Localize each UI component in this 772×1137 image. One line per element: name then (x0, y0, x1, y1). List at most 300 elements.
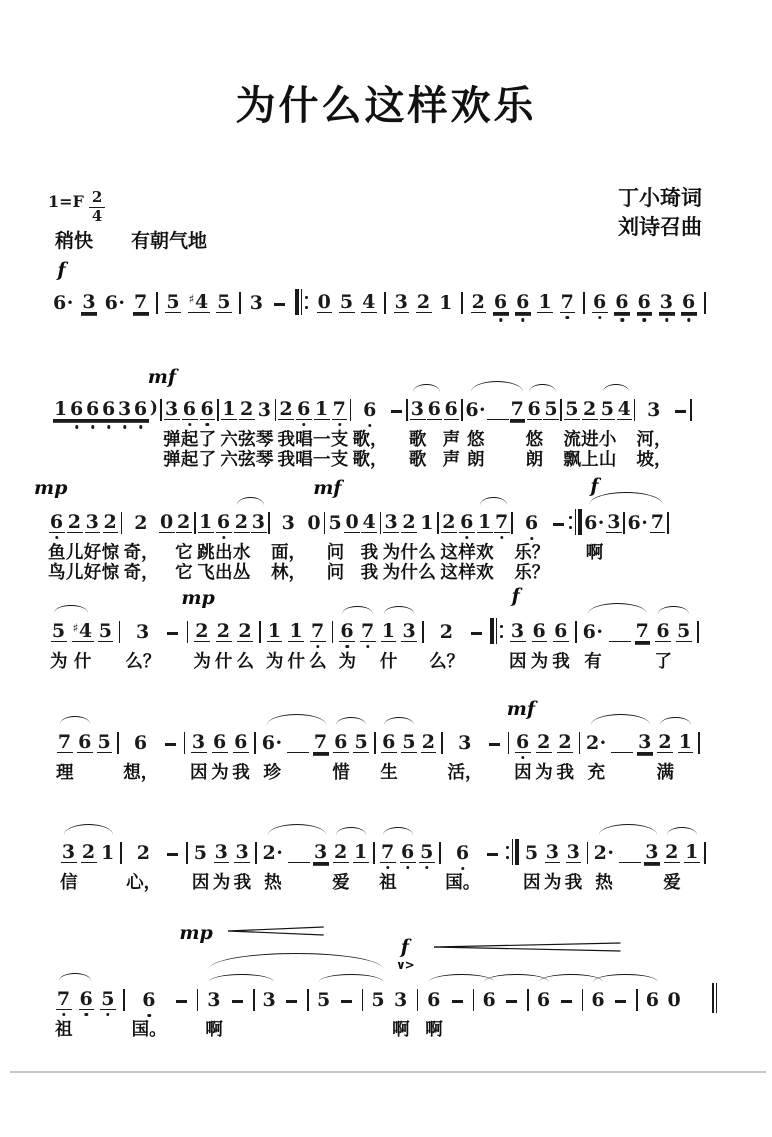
lyric-stack (588, 762, 606, 782)
bar-cell (507, 729, 511, 782)
note-token: 1 (314, 398, 329, 420)
note-token: 5 (524, 842, 539, 864)
symbol-cell (449, 986, 466, 1039)
lyric-syllable: 热 (264, 872, 282, 892)
lyric-stack (443, 429, 461, 469)
note-token: 6 (382, 731, 396, 753)
lyric-syllable: 为 (535, 762, 553, 782)
lyric-syllable: 因 (189, 762, 208, 782)
note-cell (133, 289, 149, 313)
lyric-syllable: 小 (598, 429, 617, 449)
note-cell (66, 509, 84, 582)
lyric-syllable: 好 (83, 562, 102, 582)
bar-line (437, 512, 439, 534)
lyric-stack (584, 651, 602, 671)
lyric-syllable: 奇， (123, 542, 159, 562)
bar-cell (421, 618, 425, 671)
note-cell (216, 289, 232, 313)
lyric-stack (124, 542, 159, 582)
lyric-syllable: 为 (193, 651, 211, 671)
lyric-stack (278, 429, 296, 469)
lyric-syllable: 么 (236, 651, 254, 671)
slur-arc (60, 716, 90, 724)
duration-dash (471, 632, 482, 635)
note-cell (635, 618, 651, 671)
duration-dash (167, 853, 178, 856)
note-cell (220, 396, 238, 469)
symbol-cell (287, 729, 309, 782)
lyric-syllable: 这 (440, 562, 458, 582)
note-cell (666, 986, 682, 1039)
bar-line (275, 399, 277, 421)
beam-extension (619, 843, 641, 863)
duration-dash (274, 303, 285, 306)
note-token: 6 (79, 988, 94, 1010)
note-token: 0 (160, 511, 174, 533)
bar-cell (586, 839, 590, 892)
lyric-stack (531, 651, 549, 671)
lyric-syllable: 歌， (352, 429, 388, 449)
note-cell (556, 729, 574, 782)
bar-cell (238, 289, 242, 313)
bar-cell (258, 618, 262, 671)
bar-line (121, 512, 123, 534)
lyric-stack (383, 542, 401, 582)
bar-cell (689, 396, 693, 469)
note-cell (313, 396, 331, 469)
crescendo-hairpin (434, 942, 621, 952)
beam-extension (611, 733, 633, 753)
bar-line (623, 512, 625, 534)
note-token: 3 (249, 292, 264, 314)
note-cell (98, 618, 114, 671)
slur-arc (599, 824, 657, 835)
bar-cell (460, 289, 464, 313)
bar-cell (294, 289, 310, 313)
note-token: ♯4 (188, 291, 209, 313)
note-token: 6 (427, 398, 442, 420)
bar-cell (574, 618, 578, 671)
lyric-stack (313, 429, 331, 469)
lyric-syllable: 歌， (352, 449, 388, 469)
slur-arc (342, 606, 373, 614)
note-token: 6 (554, 620, 568, 642)
note-token: 3 (214, 841, 229, 863)
lyric-syllable: 悠 (466, 429, 485, 449)
note-token: 6 (401, 841, 415, 863)
repeat-dots (500, 625, 503, 638)
note-cell (69, 396, 85, 469)
note-cell (421, 729, 437, 782)
note-cell (681, 289, 697, 313)
bar-cell (155, 289, 159, 313)
lyric-syllable: 我 (564, 872, 583, 892)
lyric-syllable: 支 (330, 429, 349, 449)
lyric-stack (238, 429, 256, 469)
bar-line (160, 399, 162, 421)
lyric-syllable: 流 (563, 429, 581, 449)
music-system (56, 698, 701, 782)
note-cell (440, 509, 458, 582)
note-cell (531, 618, 549, 671)
symbol-cell (688, 986, 705, 1039)
symbol-cell (503, 986, 520, 1039)
lyric-syllable: 国。 (131, 1019, 167, 1039)
lyric-stack (526, 429, 544, 469)
note-cell (97, 729, 113, 782)
duration-dash (675, 410, 686, 413)
duration-dash (341, 1000, 352, 1003)
lyric-stack (48, 542, 66, 582)
note-cell (123, 729, 158, 782)
note-cell (84, 509, 102, 582)
lyric-syllable: 乐？ (514, 562, 550, 582)
note-cell (443, 396, 461, 469)
note-cell (676, 618, 692, 671)
note-token: 1 (289, 620, 304, 642)
lyric-stack (50, 651, 68, 671)
lyric-syllable: 珍 (263, 762, 281, 782)
note-token: 6 (460, 511, 474, 533)
lyric-syllable: 欢 (476, 562, 494, 582)
bar-line (253, 989, 255, 1011)
lyric-syllable: 为 (211, 762, 229, 782)
note-token: 2 (439, 621, 454, 643)
note-cell (133, 396, 149, 469)
bar-line (194, 512, 196, 534)
composer-credit: 刘诗召曲 (618, 216, 702, 239)
note-cell (193, 618, 211, 671)
lyric-stack (211, 762, 229, 782)
note-cell (394, 289, 410, 313)
lyric-stack (163, 429, 181, 469)
note-cell (617, 396, 633, 469)
note-cell (515, 289, 531, 313)
note-cell (563, 396, 581, 469)
note-token: 6· (53, 292, 74, 314)
note-cell (353, 839, 369, 892)
note-token: 6 (527, 398, 542, 420)
symbol-cell (609, 618, 631, 671)
beam-extension (288, 843, 310, 863)
slur-arc (54, 605, 88, 613)
note-cell (53, 396, 69, 469)
note-cell (238, 396, 256, 469)
note-cell (636, 396, 671, 469)
paren-mark: ) (149, 398, 158, 418)
bar-cell (696, 618, 700, 671)
note-cell (101, 396, 117, 469)
note-token: 6 (524, 512, 539, 534)
note-cell (565, 839, 583, 892)
note-token: 2 (239, 398, 254, 420)
lyric-syllable: 什 (287, 651, 305, 671)
lyric-syllable: 了 (198, 429, 217, 449)
note-cell (481, 986, 497, 1039)
note-token: 6 (493, 291, 508, 313)
bar-cell (666, 509, 670, 582)
lyric-stack (256, 429, 274, 469)
lyric-stack (192, 872, 210, 892)
note-token: 0 (317, 291, 332, 313)
note-token: 1 (381, 620, 396, 642)
note-cell (493, 289, 509, 313)
bar-cell (331, 618, 335, 671)
note-token: 7 (361, 620, 375, 642)
dynamic-marking-f: f (400, 936, 409, 958)
slur-arc (413, 384, 440, 392)
bar-line (473, 989, 475, 1011)
lyric-stack (565, 872, 583, 892)
bar-cell (186, 618, 190, 671)
note-token: 6 (212, 731, 227, 753)
note-token: 3 (207, 989, 221, 1011)
note-cell (327, 509, 345, 582)
bar-line (490, 618, 493, 644)
note-cell (627, 509, 650, 582)
note-cell (583, 509, 606, 582)
note-token: 3 (251, 511, 266, 533)
bar-line (186, 842, 188, 864)
lyric-syllable: 为 (212, 872, 231, 892)
key-label: 1=F (48, 191, 84, 211)
bar-line (667, 512, 669, 534)
lyric-syllable: 唱 (295, 449, 313, 469)
note-cell (125, 618, 160, 671)
lyric-stack (654, 651, 672, 671)
note-cell (306, 509, 322, 582)
note-cell (654, 618, 672, 671)
lyric-syllable: 问 (326, 542, 345, 562)
lyric-syllable: 啊 (205, 1019, 223, 1039)
note-cell (215, 509, 233, 582)
meter-numerator: 2 (89, 190, 105, 208)
lyric-syllable: 有 (584, 651, 602, 671)
note-token: 5 (97, 731, 112, 753)
bar-cell (116, 729, 120, 782)
note-token: 5 (677, 620, 691, 642)
note-token: 7 (635, 620, 650, 642)
slur-arc (268, 824, 326, 835)
note-token: 4 (362, 511, 377, 533)
lyric-syllable: 声 (442, 449, 461, 469)
note-token: 6 (516, 731, 530, 753)
note-cell (471, 289, 487, 313)
note-cell (261, 729, 284, 782)
note-cell (197, 509, 215, 582)
bar-cell (253, 729, 257, 782)
symbol-cell (486, 729, 503, 782)
note-token: 5 (98, 620, 113, 642)
note-cell (205, 986, 223, 1039)
lyric-stack (181, 429, 199, 469)
note-token: 6 (340, 620, 355, 642)
slur-arc (336, 827, 366, 835)
repeat-dots (506, 846, 509, 859)
note-cell (79, 986, 95, 1039)
note-token: 1 (420, 512, 434, 534)
note-token: 2 (442, 511, 456, 533)
lyric-stack (205, 1019, 223, 1039)
bar-line (461, 292, 463, 314)
note-token: 6 (133, 398, 148, 420)
note-cell (72, 618, 94, 671)
note-token: 5 (339, 291, 354, 313)
note-cell (331, 396, 349, 469)
note-token: 3 (85, 511, 100, 533)
lyric-syllable: 我 (360, 542, 379, 562)
lyric-syllable: 欢 (476, 542, 494, 562)
note-cell (684, 839, 700, 892)
bar-line (422, 621, 424, 643)
bar-line (156, 292, 158, 314)
bar-cell (581, 986, 585, 1039)
symbol-cell (149, 396, 159, 469)
music-system (52, 259, 707, 314)
lyric-syllable: 因 (191, 872, 210, 892)
note-cell (56, 729, 74, 782)
note-token: 5 (544, 398, 559, 420)
note-token: 3 (566, 841, 581, 863)
symbol-cell (164, 618, 181, 671)
bar-line (259, 621, 261, 643)
note-token: 2 (134, 512, 148, 534)
lyric-stack (429, 651, 464, 671)
note-token: 2 (81, 841, 96, 863)
symbol-cell (229, 986, 246, 1039)
lyric-stack (193, 651, 211, 671)
note-cell (585, 729, 608, 782)
bar-line (117, 732, 119, 754)
note-token: 2 (665, 841, 679, 863)
note-cell (117, 396, 133, 469)
note-cell (338, 618, 356, 671)
lyric-stack (233, 542, 251, 582)
bar-cell (254, 839, 258, 892)
bar-line (634, 399, 636, 421)
bar-cell (635, 986, 639, 1039)
note-cell (637, 729, 653, 782)
note-token: 3 (61, 841, 76, 863)
note-cell (332, 839, 350, 892)
lyric-stack (220, 429, 238, 469)
note-cell (295, 396, 313, 469)
symbol-cell (619, 839, 641, 892)
duration-dash (561, 1000, 572, 1003)
lyric-syllable: 样 (458, 562, 476, 582)
bar-cell (252, 986, 256, 1039)
note-cell (211, 729, 229, 782)
lyric-stack (309, 651, 327, 671)
lyric-syllable: 跳 (197, 542, 215, 562)
symbol-cell (283, 986, 300, 1039)
note-token: 5 (51, 620, 66, 642)
symbol-cell (487, 396, 509, 469)
bar-cell (196, 986, 200, 1039)
note-token: 1 (54, 398, 68, 420)
bar-line (560, 399, 562, 421)
lyric-stack (523, 872, 541, 892)
note-cell (215, 618, 233, 671)
bar-cell (122, 986, 126, 1039)
dynamic-marking-mp: mp (181, 587, 215, 609)
note-token: 2 (216, 620, 231, 642)
lyric-stack (263, 762, 281, 782)
lyric-stack (266, 651, 284, 671)
bar-line (636, 989, 638, 1011)
note-cell (190, 729, 208, 782)
note-token: 2 (67, 511, 82, 533)
lyric-stack (447, 762, 482, 782)
music-system (60, 839, 707, 892)
lyric-syllable: 出 (215, 562, 233, 582)
lyric-stack (514, 762, 532, 782)
note-cell (614, 289, 630, 313)
bar-cell (711, 986, 718, 1039)
note-token: 3 (659, 291, 674, 313)
symbol-cell (468, 618, 485, 671)
bar-line (332, 621, 334, 643)
lyric-syllable: 热 (595, 872, 613, 892)
lyric-syllable: 为 (50, 651, 68, 671)
note-cell (60, 839, 78, 892)
note-token: 6 (216, 511, 231, 533)
note-token: 2 (238, 620, 253, 642)
note-token: 3 (510, 620, 525, 642)
bar-cell (504, 839, 520, 892)
lyric-syllable: 琴 (255, 449, 274, 469)
lyric-stack (56, 762, 74, 782)
lyric-stack (379, 872, 397, 892)
note-cell (418, 509, 436, 582)
bar-cell (416, 986, 420, 1039)
lyric-syllable: 乐？ (514, 542, 550, 562)
note-cell (537, 289, 553, 313)
note-token: 2 (537, 731, 551, 753)
bar-cell (489, 618, 505, 671)
note-token: 3 (165, 398, 179, 420)
lyric-syllable: 我 (277, 429, 296, 449)
note-token: 6 (444, 398, 459, 420)
lyric-syllable: 活， (447, 762, 483, 782)
lyric-stack (586, 542, 604, 582)
note-token: 6 (536, 989, 551, 1011)
lyric-syllable: 国。 (445, 872, 481, 892)
lyric-syllable: 我 (233, 872, 252, 892)
lyric-syllable: 它 (175, 542, 193, 562)
lyric-stack (295, 429, 313, 469)
note-token: 7 (310, 620, 325, 642)
accent-mark: ∨> (395, 958, 414, 972)
note-cell (251, 509, 267, 582)
lyric-syllable: 什 (400, 562, 418, 582)
note-cell (48, 509, 66, 582)
note-token: 1 (439, 292, 453, 314)
lyric-stack (234, 872, 252, 892)
lyric-syllable: 琴 (255, 429, 274, 449)
bar-line (508, 732, 510, 754)
note-cell (552, 618, 570, 671)
lyric-syllable: 唱 (295, 429, 313, 449)
note-cell (316, 986, 332, 1039)
note-cell (400, 839, 416, 892)
lyric-stack (636, 429, 671, 469)
bar-line (704, 292, 706, 314)
note-token: 6 (637, 291, 652, 313)
duration-dash (176, 1000, 187, 1003)
bar-line (197, 989, 199, 1011)
duration-dash (615, 1000, 626, 1003)
